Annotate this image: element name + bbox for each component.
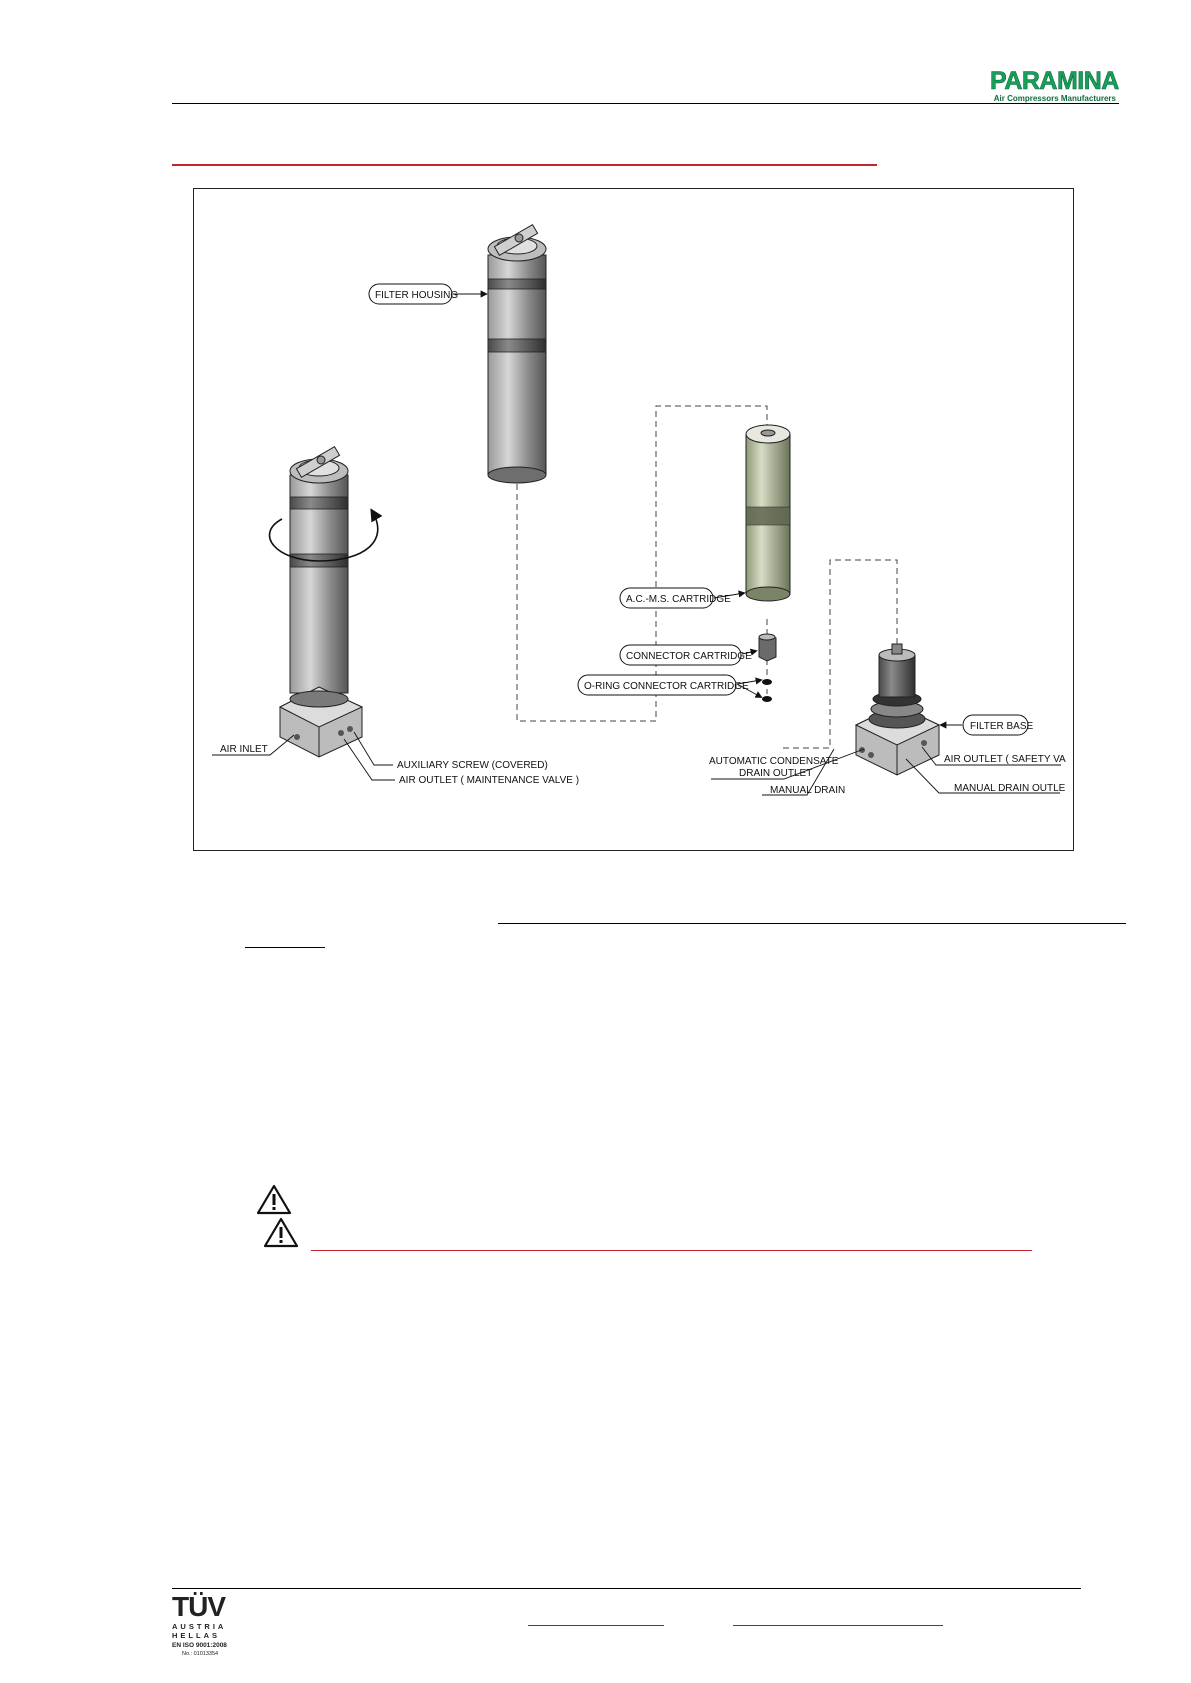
filter-housing-upper [488, 225, 546, 483]
acms-cartridge [746, 425, 790, 601]
brand-tagline: Air Compressors Manufacturers [993, 94, 1116, 103]
tuv-certification-logo [172, 1592, 242, 1662]
label-manual-drain: MANUAL DRAIN [770, 785, 846, 796]
warning-icon [256, 1183, 292, 1215]
filter-base-part [856, 644, 939, 775]
label-oring-connector-cartridge: O-RING CONNECTOR CARTRIDGE [584, 681, 749, 692]
filter-assembled-left [270, 447, 378, 757]
paramina-logo [990, 68, 1118, 104]
label-connector-cartridge: CONNECTOR CARTRIDGE [626, 651, 752, 662]
exploded-view-figure [193, 188, 1074, 851]
label-filter-housing: FILTER HOUSING [375, 290, 459, 301]
label-drain-outlet: DRAIN OUTLET [739, 768, 813, 779]
warning-icon [263, 1216, 299, 1248]
callout-bubbles [369, 284, 1028, 735]
label-filter-base: FILTER BASE [970, 721, 1034, 732]
iso-standard: EN ISO 9001:2008 [172, 1642, 227, 1649]
section-title-underline [172, 164, 877, 166]
assembly-guide-lines [517, 406, 897, 748]
label-acms-cartridge: A.C.-M.S. CARTRIDGE [626, 594, 731, 605]
label-air-outlet-maintenance: AIR OUTLET ( MAINTENANCE VALVE ) [399, 775, 580, 786]
text-underline [245, 947, 325, 948]
brand-name: PARAMINA [990, 67, 1119, 95]
footer-link-underline[interactable] [528, 1625, 664, 1626]
header-divider [172, 103, 1119, 104]
filter-assembly-drawing [194, 189, 1075, 852]
warning-underline [311, 1250, 1032, 1251]
label-automatic-condensate: AUTOMATIC CONDENSATE [709, 756, 839, 767]
label-auxiliary-screw: AUXILIARY SCREW (COVERED) [397, 760, 548, 771]
tuv-line-austria: AUSTRIA [172, 1622, 227, 1631]
text-underline [498, 923, 1126, 924]
cert-number: No.: 01013354 [182, 1651, 219, 1657]
footer-divider [172, 1588, 1081, 1589]
label-air-inlet: AIR INLET [220, 744, 268, 755]
tuv-mark: TÜV [172, 1591, 225, 1622]
label-manual-drain-outlet: MANUAL DRAIN OUTLE [954, 783, 1066, 794]
tuv-line-hellas: HELLAS [172, 1631, 220, 1640]
label-air-outlet-safety: AIR OUTLET ( SAFETY VA [944, 754, 1066, 765]
footer-link-underline[interactable] [733, 1625, 943, 1626]
